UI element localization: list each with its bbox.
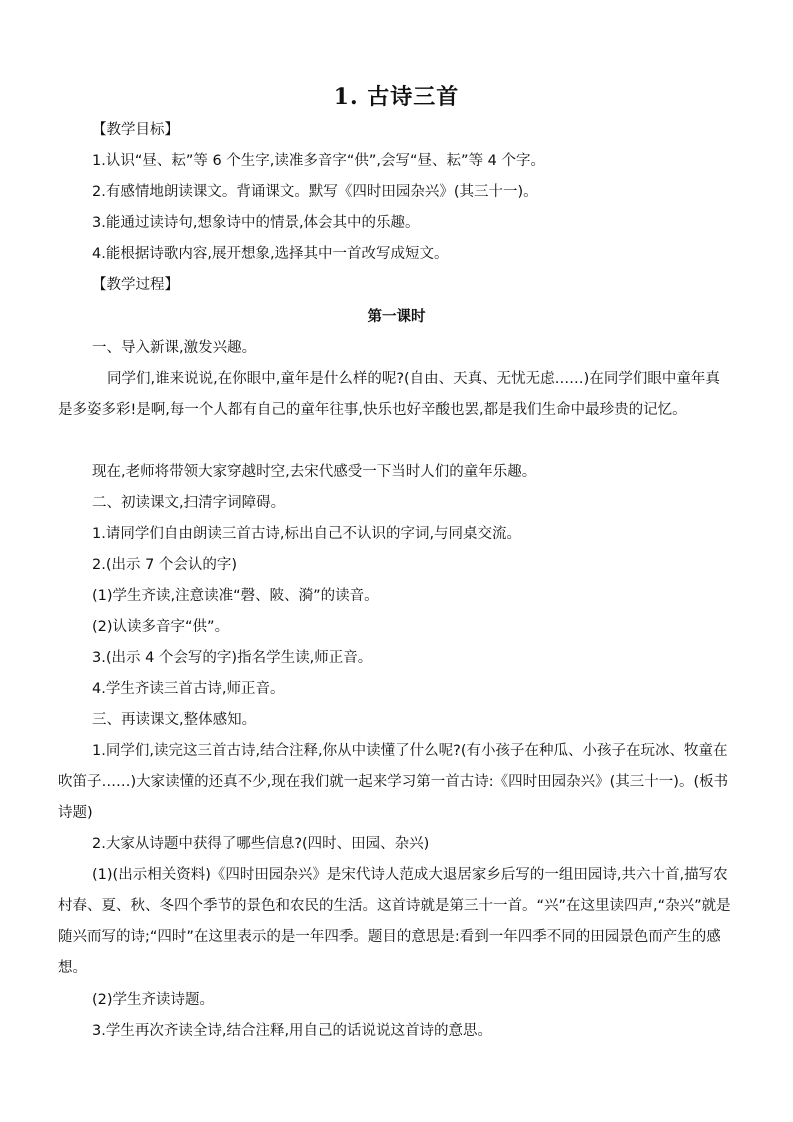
lesson-heading: 第一课时 (367, 309, 426, 325)
section-heading: 二、初读课文,扫清字词障碍。 (92, 495, 286, 511)
objectives-heading: 【教学目标】 (92, 122, 179, 138)
paragraph: 现在,老师将带领大家穿越时空,去宋代感受一下当时人们的童年乐趣。 (92, 464, 537, 480)
section-heading: 一、导入新课,激发兴趣。 (92, 340, 257, 356)
list-item: 2.大家从诗题中获得了哪些信息?(四时、田园、杂兴) (92, 836, 430, 852)
list-item: 2.(出示 7 个会认的字) (92, 557, 238, 573)
list-subitem: (1)学生齐读,注意读准“磬、陂、漪”的读音。 (92, 588, 379, 604)
objective-item: 3.能通过读诗句,想象诗中的情景,体会其中的乐趣。 (92, 215, 420, 231)
list-item: 1.请同学们自由朗读三首古诗,标出自己不认识的字词,与同桌交流。 (92, 526, 522, 542)
list-subitem: (2)认读多音字“供”。 (92, 619, 230, 635)
list-item: 4.学生齐读三首古诗,师正音。 (92, 681, 285, 697)
document-title: 1. 古诗三首 (333, 84, 460, 110)
paragraph: 同学们,谁来说说,在你眼中,童年是什么样的呢?(自由、天真、无忧无虑……)在同学们眼中童年真是多姿多彩!是啊,每一个人都有自己的童年往事,快乐也好辛酸也罢,都是我们生命中最珍贵的记忆。 (58, 371, 720, 418)
objective-item: 4.能根据诗歌内容,展开想象,选择其中一首改写成短文。 (92, 246, 449, 262)
list-subitem: (2)学生齐读诗题。 (92, 992, 215, 1008)
process-heading: 【教学过程】 (92, 277, 179, 293)
list-item: 3.学生再次齐读全诗,结合注释,用自己的话说说这首诗的意思。 (92, 1023, 493, 1039)
paragraph: 1.同学们,读完这三首古诗,结合注释,你从中读懂了什么呢?(有小孩子在种瓜、小孩子在玩冰、牧童在吹笛子……)大家读懂的还真不少,现在我们就一起来学习第一首古诗:《四时田园杂兴》(其三十一)。(板书诗题) (58, 743, 729, 821)
objective-item: 1.认识“昼、耘”等 6 个生字,读准多音字“供”,会写“昼、耘”等 4 个字。 (92, 153, 546, 169)
list-item: 3.(出示 4 个会写的字)指名学生读,师正音。 (92, 650, 373, 666)
paragraph: (1)(出示相关资料)《四时田园杂兴》是宋代诗人范成大退居家乡后写的一组田园诗,共六十首,描写农村春、夏、秋、冬四个季节的景色和农民的生活。这首诗就是第三十一首。“兴”在这里读四声,“杂兴”就是随兴而写的诗;“四时”在这里表示的是一年四季。题目的意思是:看到一年四季不同的田园景色而产生的感想。 (58, 867, 731, 976)
section-heading: 三、再读课文,整体感知。 (92, 712, 257, 728)
objective-item: 2.有感情地朗读课文。背诵课文。默写《四时田园杂兴》(其三十一)。 (92, 184, 538, 200)
